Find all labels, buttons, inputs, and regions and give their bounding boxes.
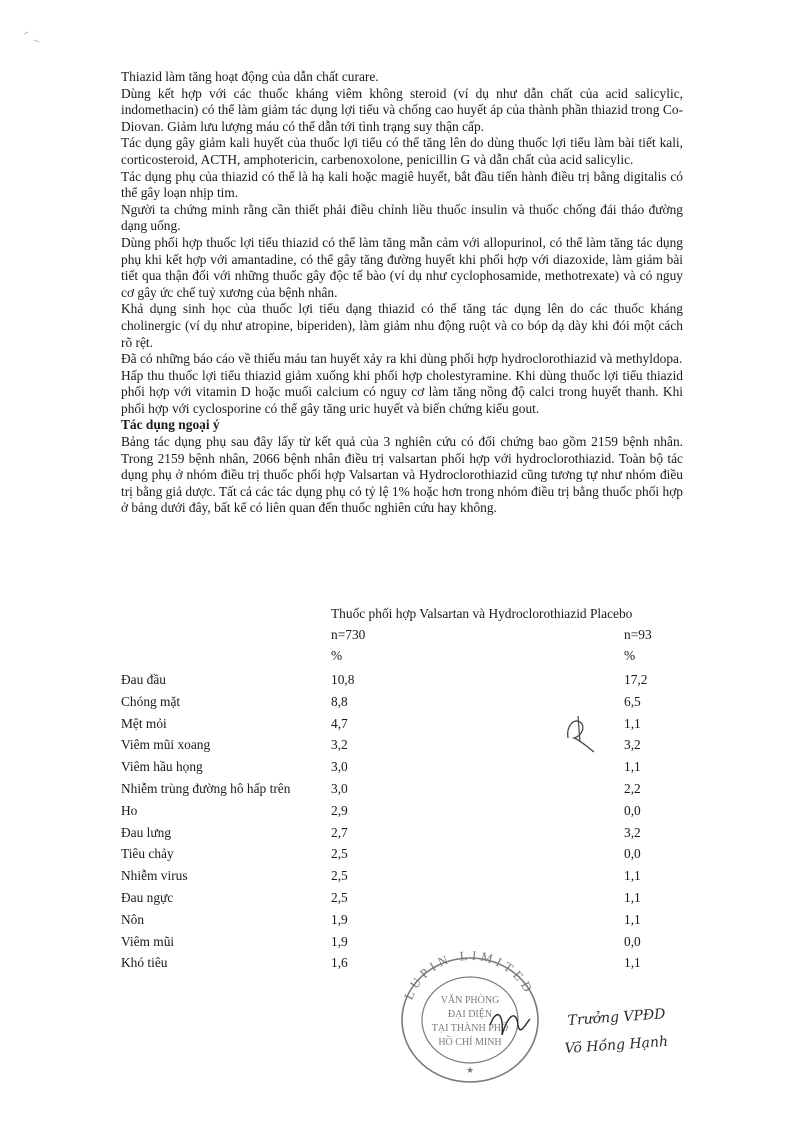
svg-text:VĂN PHÒNG: VĂN PHÒNG — [440, 995, 500, 1006]
paragraph-8: Đã có những báo cáo về thiếu máu tan huyết xảy ra khi dùng phối hợp hydroclorothiazid và methyldopa. — [121, 351, 683, 367]
table-row — [121, 694, 681, 712]
placebo-value: 0,0 — [624, 846, 641, 862]
body-text — [121, 69, 683, 517]
paragraph-9: Hấp thu thuốc lợi tiểu thiazid giảm xuống khi phối hợp cholestyramine. Khi dùng thuốc lợi tiểu thiazid phối hợp với vitamin D hoặc muối calcium có nguy cơ làm tăng nồng độ calci trong huyết thanh. Khi phối hợp với cyclosporine có thể gây tăng uric huyết và biến chứng kiểu gout. — [121, 367, 683, 416]
unit-combo: % — [331, 648, 343, 663]
combo-value: 2,5 — [331, 868, 348, 884]
paragraph-5: Người ta chứng minh rằng cần thiết phải điều chỉnh liều thuốc insulin và thuốc chống đái tháo đường dạng uống. — [121, 201, 683, 234]
table-row — [121, 672, 681, 690]
table-header-row — [121, 606, 681, 624]
svg-text:Võ Hồng Hạnh: Võ Hồng Hạnh — [564, 1033, 669, 1057]
section-heading: Tác dụng ngoại ý — [121, 417, 220, 433]
placebo-value: 2,2 — [624, 781, 641, 796]
combo-value: 3,0 — [331, 781, 348, 796]
table-row — [121, 825, 681, 843]
placebo-value: 1,1 — [624, 715, 641, 731]
svg-text:LUPIN LIMITED: LUPIN LIMITED — [400, 947, 538, 1002]
combo-value: 2,7 — [331, 824, 348, 840]
effect-name: Chóng mặt — [121, 693, 181, 709]
placebo-value: 3,2 — [624, 824, 641, 840]
placebo-value: 1,1 — [624, 759, 641, 775]
paragraph-6: Dùng phối hợp thuốc lợi tiểu thiazid có thể làm tăng mẫn cảm với allopurinol, có thể làm tăng tác dụng phụ khi kết hợp với amantadine, có thể gây tăng đường huyết khi phối hợp với diazoxide, làm giảm bài tiết qua thận đối với những thuốc gây độc tế bào (ví dụ như cyclophosamide, methotrexate) và có nguy cơ gây ức chế tuỷ xương của bệnh nhân. — [121, 234, 683, 300]
combo-value: 8,8 — [331, 693, 348, 709]
effect-name: Viêm mũi — [121, 933, 175, 949]
scan-mark — [22, 30, 42, 44]
combo-value: 4,7 — [331, 715, 348, 731]
svg-text:ĐẠI DIỆN: ĐẠI DIỆN — [447, 1009, 493, 1020]
combo-value: 1,9 — [331, 911, 348, 927]
table-row — [121, 890, 681, 908]
combo-value: 10,8 — [331, 672, 355, 687]
placebo-value: 1,1 — [624, 868, 641, 884]
effect-name: Đau ngực — [121, 890, 174, 905]
paragraph-4: Tác dụng phụ của thiazid có thể là hạ kali hoặc magiê huyết, bắt đầu tiến hành điều trị bằng digitalis có thể gây loạn nhịp tim. — [121, 168, 683, 201]
table-row — [121, 868, 681, 886]
table-row — [121, 759, 681, 777]
combo-value: 1,6 — [331, 955, 348, 971]
table-row — [121, 846, 681, 864]
placebo-value: 1,1 — [624, 955, 641, 971]
placebo-value: 0,0 — [624, 802, 641, 818]
svg-text:HỒ CHÍ MINH: HỒ CHÍ MINH — [438, 1037, 502, 1048]
table-unit-row — [121, 648, 681, 666]
placebo-value: 17,2 — [624, 672, 648, 687]
placebo-value: 6,5 — [624, 693, 641, 709]
placebo-value: 0,0 — [624, 933, 641, 949]
table-header-title: Thuốc phối hợp Valsartan và Hydroclorothiazid Placebo — [331, 606, 633, 621]
effect-name: Đau lưng — [121, 824, 172, 840]
effect-name: Khó tiêu — [121, 955, 168, 971]
effect-name: Mệt mỏi — [121, 715, 167, 731]
combo-value: 3,0 — [331, 759, 348, 775]
combo-value: 2,9 — [331, 802, 348, 818]
svg-text:★: ★ — [465, 1065, 475, 1075]
svg-text:Trưởng VPĐD: Trưởng VPĐD — [567, 1006, 667, 1029]
paragraph-7: Khả dụng sinh học của thuốc lợi tiểu dạng thiazid có thể tăng tác dụng lên do các thuốc kháng cholinergic (ví dụ như atropine, biperiden), làm giảm nhu động ruột và co bóp dạ dày khi đói một cách rõ rệt. — [121, 301, 683, 350]
effect-name: Tiêu chảy — [121, 846, 174, 862]
combo-value: 2,5 — [331, 890, 348, 905]
placebo-value: 1,1 — [624, 890, 641, 905]
effect-name: Nhiễm trùng đường hô hấp trên — [121, 781, 291, 796]
section-intro: Bảng tác dụng phụ sau đây lấy từ kết quả của 3 nghiên cứu có đối chứng bao gồm 2159 bệnh nhân. Trong 2159 bệnh nhân, 2066 bệnh nhân điều trị valsartan phối hợp với hydroclorothiazid. Toàn bộ tác dụng phụ ở nhóm điều trị thuốc phối hợp Valsartan và Hydroclorothiazid cũng tương tự như nhóm điều trị bằng giả dược. Tất cả các tác dụng phụ có tỷ lệ 1% hoặc hơn trong nhóm điều trị bằng thuốc phối hợp ở bảng dưới đây, bất kể có liên quan đến thuốc nghiên cứu hay không. — [121, 434, 683, 516]
effect-name: Viêm mũi xoang — [121, 737, 211, 753]
table-row — [121, 781, 681, 799]
n-placebo: n=93 — [624, 627, 652, 642]
placebo-value: 1,1 — [624, 911, 641, 927]
effect-name: Ho — [121, 802, 138, 818]
combo-value: 3,2 — [331, 737, 348, 753]
initials-mark — [560, 712, 600, 756]
combo-value: 1,9 — [331, 933, 348, 949]
table-row — [121, 912, 681, 930]
n-combo: n=730 — [331, 627, 366, 642]
effect-name: Viêm hầu họng — [121, 759, 203, 775]
combo-value: 2,5 — [331, 846, 348, 862]
stamp-signature-area — [380, 945, 720, 1085]
table-n-row — [121, 627, 681, 645]
paragraph-2: Dùng kết hợp với các thuốc kháng viêm không steroid (ví dụ như dẫn chất của acid salicylic, indomethacin) có thể làm giảm tác dụng lợi tiểu và chống cao huyết áp của thành phần thiazid trong Co-Diovan. Giảm lưu lượng máu có thể dẫn tới tình trạng suy thận cấp. — [121, 85, 683, 134]
paragraph-1: Thiazid làm tăng hoạt động của dẫn chất curare. — [121, 69, 379, 84]
paragraph-3: Tác dụng gây giảm kali huyết của thuốc lợi tiểu có thể tăng lên do dùng thuốc lợi tiểu làm bài tiết kali, corticosteroid, ACTH, amphotericin, carbenoxolone, penicillin G và dẫn chất của acid salicylic. — [121, 135, 683, 167]
table-row — [121, 803, 681, 821]
unit-placebo: % — [624, 648, 636, 663]
placebo-value: 3,2 — [624, 737, 641, 753]
effect-name: Nôn — [121, 911, 145, 927]
official-stamp — [380, 945, 720, 1085]
svg-text:TẠI THÀNH PHỐ: TẠI THÀNH PHỐ — [431, 1023, 509, 1034]
effect-name: Đau đầu — [121, 672, 166, 687]
effect-name: Nhiễm virus — [121, 868, 188, 884]
